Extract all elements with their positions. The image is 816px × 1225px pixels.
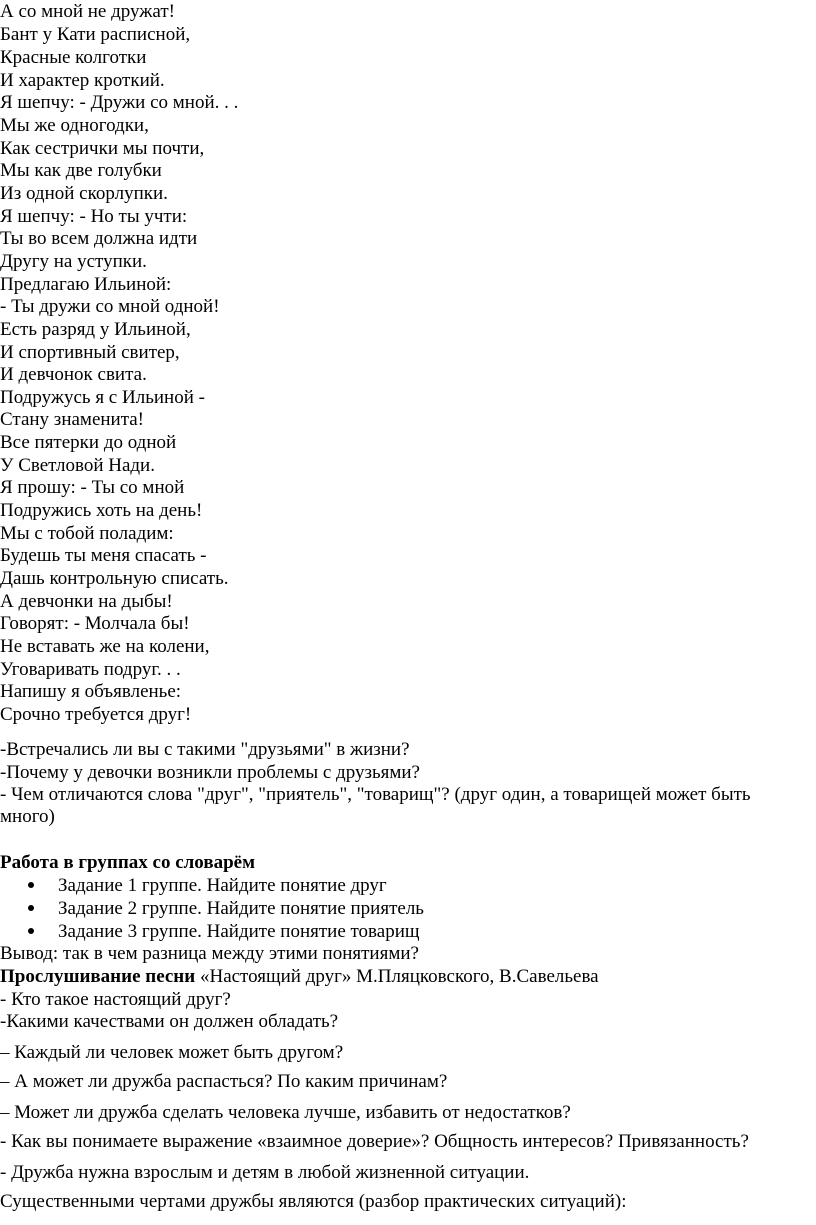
discussion-line: – Может ли дружба сделать человека лучше, избавить от недостатков? bbox=[0, 1102, 571, 1123]
discussion-line: - Как вы понимаете выражение «взаимное доверие»? Общность интересов? Привязанность? bbox=[0, 1131, 749, 1152]
poem-line: Мы же одногодки, bbox=[0, 115, 149, 136]
discussion-line: – А может ли дружба распасться? По каким причинам? bbox=[0, 1071, 448, 1092]
poem-line: И девчонок свита. bbox=[0, 364, 147, 385]
discussion-line: Существенными чертами дружбы являются (разбор практических ситуаций): bbox=[0, 1191, 627, 1212]
song-title: «Настоящий друг» М.Пляцковского, В.Савельева bbox=[195, 966, 599, 987]
song-line bbox=[0, 966, 599, 988]
list-item-label: Задание 2 группе. Найдите понятие приятель bbox=[58, 898, 424, 919]
poem-line: Предлагаю Ильиной: bbox=[0, 274, 172, 295]
poem-line: Ты во всем должна идти bbox=[0, 228, 198, 249]
poem-line: Подружусь я с Ильиной - bbox=[0, 387, 205, 408]
poem-line: И характер кроткий. bbox=[0, 70, 165, 91]
poem-line: А со мной не дружат! bbox=[0, 1, 175, 22]
section-heading: Работа в группах со словарём bbox=[0, 852, 256, 873]
poem-line: Как сестрички мы почти, bbox=[0, 138, 205, 159]
list-item bbox=[28, 898, 424, 920]
poem-line: Срочно требуется друг! bbox=[0, 704, 192, 725]
poem-line: Дашь контрольную списать. bbox=[0, 568, 229, 589]
bullet-icon bbox=[28, 882, 34, 888]
poem-line: Я прошу: - Ты со мной bbox=[0, 477, 185, 498]
conclusion-line: Вывод: так в чем разница между этими понятиями? bbox=[0, 943, 419, 964]
poem-line: Не вставать же на колени, bbox=[0, 636, 210, 657]
poem-line: - Ты дружи со мной одной! bbox=[0, 296, 220, 317]
poem-line: Есть разряд у Ильиной, bbox=[0, 319, 191, 340]
poem-line: Я шепчу: - Дружи со мной. . . bbox=[0, 92, 239, 113]
poem-line: Все пятерки до одной bbox=[0, 432, 177, 453]
list-item-label: Задание 3 группе. Найдите понятие товарищ bbox=[58, 921, 420, 942]
poem-line: И спортивный свитер, bbox=[0, 342, 180, 363]
discussion-line: -Какими качествами он должен обладать? bbox=[0, 1011, 339, 1032]
list-item-label: Задание 1 группе. Найдите понятие друг bbox=[58, 875, 387, 896]
poem-line: А девчонки на дыбы! bbox=[0, 591, 173, 612]
poem-line: Я шепчу: - Но ты учти: bbox=[0, 206, 188, 227]
poem-line: Бант у Кати расписной, bbox=[0, 24, 191, 45]
discussion-line: - Кто такое настоящий друг? bbox=[0, 989, 231, 1010]
poem-line: Красные колготки bbox=[0, 47, 147, 68]
bullet-icon bbox=[28, 905, 34, 911]
poem-line: Уговаривать подруг. . . bbox=[0, 659, 181, 680]
list-item bbox=[28, 875, 387, 897]
poem-line: Подружись хоть на день! bbox=[0, 500, 203, 521]
poem-line: Из одной скорлупки. bbox=[0, 183, 168, 204]
poem-line: Мы с тобой поладим: bbox=[0, 523, 174, 544]
poem-line: Стану знаменита! bbox=[0, 409, 145, 430]
song-label: Прослушивание песни bbox=[0, 966, 196, 987]
poem-line: Другу на уступки. bbox=[0, 251, 147, 272]
poem-line: Напишу я объявленье: bbox=[0, 681, 182, 702]
poem-line: У Светловой Нади. bbox=[0, 455, 155, 476]
question-line: -Почему у девочки возникли проблемы с друзьями? bbox=[0, 762, 420, 783]
question-line: -Встречались ли вы с такими "друзьями" в жизни? bbox=[0, 739, 410, 760]
discussion-line: - Дружба нужна взрослым и детям в любой жизненной ситуации. bbox=[0, 1162, 530, 1183]
bullet-icon bbox=[28, 928, 34, 934]
poem-line: Будешь ты меня спасать - bbox=[0, 545, 207, 566]
question-line: - Чем отличаются слова "друг", "приятель", "товарищ"? (друг один, а товарищей может быть много) bbox=[0, 784, 751, 827]
discussion-line: – Каждый ли человек может быть другом? bbox=[0, 1042, 344, 1063]
list-item bbox=[28, 921, 420, 943]
poem-line: Говорят: - Молчала бы! bbox=[0, 613, 190, 634]
poem-line: Мы как две голубки bbox=[0, 160, 162, 181]
